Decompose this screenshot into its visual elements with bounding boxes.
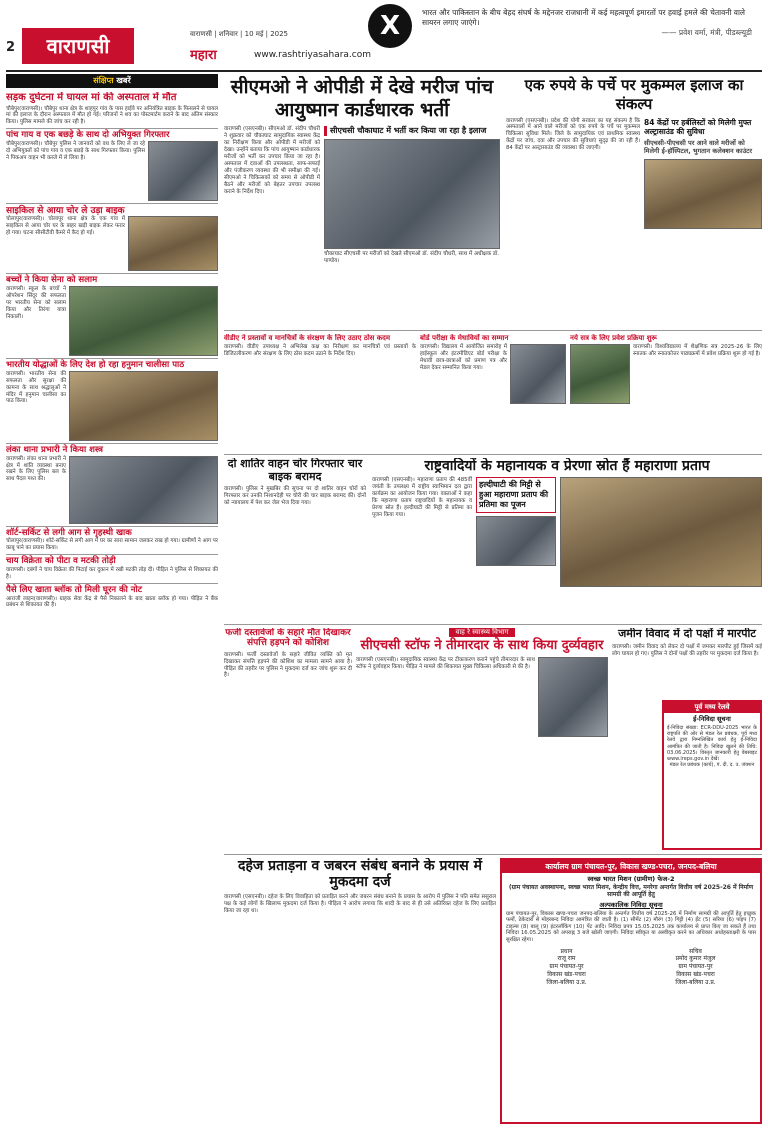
signature-left [546,948,586,987]
tender-subtitle: स्वच्छ भारत मिशन (ग्रामीण) फेज-2 [587,875,675,884]
news-photo [644,159,762,229]
website-link[interactable]: www.rashtriyasahara.com [254,50,372,60]
right-top-story [506,76,762,326]
lead-body: वाराणसी (एसएनबी)। सीएमओ डॉ. संदीप चौधरी ने शुक्रवार को चौकाघाट सामुदायिक स्वास्थ्य केंद्र का निरीक्षण किया और ओपीडी में मरीजों को देखा। उन्होंने बताया कि पांच आयुष्मान कार्डधारक मरीजों को भर्ती कर उपचार किया जा रहा है। अस्पताल में दवाओं की उपलब्धता, साफ-सफाई और पंजीकरण व्यवस्था की भी समीक्षा की गई। सीएमओ ने चिकित्सकों को समय से ओपीडी में बैठने और मरीजों को बेहतर उपचार उपलब्ध कराने के निर्देश दिए। [224,126,320,195]
row3-pull-quote: हल्दीघाटी की मिट्टी से हुआ महाराणा प्रताप की प्रतिमा का पूजन [476,477,556,513]
brief-headline: शॉर्ट-सर्किट से लगी आग से गृहस्थी खाक [6,527,132,538]
sig-name: प्रमोद कुमार मंजुल [675,955,716,963]
brief-body: वाराणसी। दबंगों ने चाय विक्रेता की पिटाई कर दुकान में रखी मटकी तोड़ दी। पीड़ित ने पुलिस से शिकायत की है। [6,566,218,580]
tender-subtitle-2: (ग्राम पंचायत अवस्थापना, स्वच्छ भारत मिशन, केन्द्रीय वित्त, मनरेगा अन्तर्गत वित्तीय वर्ष 2025-26 में निर्माण सामग्री की आपूर्ति हेतु [508,883,754,898]
news-photo [128,216,218,271]
divider [224,854,762,855]
tender-notice [500,858,762,1124]
row4-headline: जमीन विवाद में दो पक्षों में मारपीट [618,628,756,640]
sig-place: ग्राम पंचायत-पुर [549,963,584,971]
news-photo [560,477,762,587]
notice-subtitle: ई-निविदा सूचना [693,714,731,723]
tender-body: ग्राम पंचायत-पुर, विकास खण्ड-पचरा जनपद-बलिया के अन्तर्गत वित्तीय वर्ष 2025-26 में निर्माण सामग्री की आपूर्ति हेतु इच्छुक फर्मों, ठेकेदारों से मोहरबन्द निविदा आमंत्रित की जाती है। (1) सीमेंट (2) मौरंग (3) गिट्टी (4) ईंट (5) सरिया (6) पाइप (7) टाइल्स (8) बालू (9) इंटरलॉकिंग (10) पेंट आदि। निविदा प्रपत्र 15.05.2025 तक कार्यालय से प्राप्त किए जा सकते हैं तथा निविदा 16.05.2025 को अपराह्न 3 बजे खोली जाएगी। निविदा स्वीकृत या अस्वीकृत करने का अधिकार अधोहस्ताक्षरी के पास सुरक्षित रहेगा। [506,910,756,944]
row2-story-1 [224,334,416,452]
lead-headline: सीएमओ ने ओपीडी में देखे मरीज पांच आयुष्मान कार्डधारक भर्ती [230,76,494,122]
brief-headline: बच्चों ने किया सेना को सलाम [6,275,98,286]
sig-name: राजू राम [557,955,576,963]
divider [224,330,762,331]
railway-notice [662,700,762,850]
sig-block: विकास खंड-पचरा [676,971,715,979]
tab-label-1: संक्षिप्त [93,76,114,85]
divider [224,624,762,625]
brief-body: वाराणसी। लंका थाना प्रभारी ने क्षेत्र में शांति व्यवस्था बनाए रखने के लिए पुलिस बल के साथ पैदल गश्त की। [6,455,66,483]
row4-headline: फर्जी दस्तावेजों के सहारे मौत दिखाकर संपत्ति हड़पने को कोशिश [225,628,351,649]
divider [6,358,218,359]
row4-body: वाराणसी (एसएनबी)। सामुदायिक स्वास्थ्य केंद्र पर टीकाकरण कराने पहुंचे तीमारदार के साथ स्टॉफ ने दुर्व्यवहार किया। पीड़ित ने मामले की शिकायत मुख्य चिकित्सा अधिकारी से की है। [356,656,535,670]
lead-story [224,76,500,326]
row5-story [224,858,496,1124]
notice-footer: मंडल रेल प्रबंधक (कार्य), पं. दी. द. उ. जंक्शन [669,762,755,769]
quote-text: भारत और पाकिस्तान के बीच बेहद संघर्ष के मद्देनजर राजधानी में कई महत्वपूर्ण इमारतों पर हवाई हमले की चेतावनी वाले सायरन लगाए जाएंगे। [422,8,745,28]
lead-photo-caption: चौकाघाट सीएचसी पर मरीजों को देखते सीएमओ डॉ. संदीप चौधरी, साथ में अधीक्षक डॉ. पाण्डेय। [324,251,499,265]
brief-headline: सड़क दुर्घटना में घायल मां की अस्पताल में मौत [6,92,177,103]
row3-body: वाराणसी। पुलिस ने मुखबिर की सूचना पर दो शातिर वाहन चोरों को गिरफ्तार कर उनकी निशानदेही पर चोरी की चार बाइक बरामद कीं। दोनों को न्यायालय में पेश कर जेल भेज दिया गया। [224,486,366,507]
page-number: 2 [6,40,16,55]
brief-headline: पांच गाय व एक बछड़े के साथ दो अभियुक्त गिरफ्तार [6,130,170,141]
brief-body: चोलापुर(वाराणसी)। शॉर्ट-सर्किट से लगी आग में घर का सारा सामान जलकर राख हो गया। ग्रामीणों ने आग पर काबू पाने का प्रयास किया। [6,538,218,552]
brief-body: वाराणसी। भारतीय सेना की सफलता और सुरक्षा की कामना के साथ श्रद्धालुओं ने मंदिर में हनुमान चालीसा का पाठ किया। [6,370,66,405]
lead-photo [324,139,500,249]
row2-headline: बोर्ड परीक्षा के मेधावियों का सम्मान [420,334,509,342]
brief-news-tab [6,74,218,88]
sig-dist: जिला-बलिया उ.प्र. [546,978,587,986]
right-top-body: वाराणसी (एसएनबी)। प्रदेश की योगी सरकार का यह संकल्प है कि अस्पतालों में आने वाले मरीजों को एक रुपये के पर्चे पर मुकम्मल चिकित्सा सुविधा मिले। जिले के सामुदायिक एवं प्राथमिक स्वास्थ्य केंद्रों पर जांच, दवा और उपचार की सुविधाएं सुदृढ़ की जा रही हैं। 84 केंद्रों पर अल्ट्रासाउंड की व्यवस्था की जाएगी। [506,117,640,152]
row5-body: वाराणसी (एसएनबी)। दहेज के लिए विवाहिता को प्रताड़ित करने और जबरन संबंध बनाने के प्रयास के आरोप में पुलिस ने पति समेत ससुराल पक्ष के कई लोगों के खिलाफ मुकदमा दर्ज किया है। पीड़िता ने आरोप लगाया कि शादी के बाद से ही उसे अतिरिक्त दहेज के लिए प्रताड़ित किया जा रहा था। [224,894,496,914]
right-top-headline: एक रुपये के पर्चे पर मुकम्मल इलाज का संकल्प [524,76,744,113]
row4-story-1 [224,628,352,850]
dateline: वाराणसी | शनिवार | 10 मई | 2025 [190,30,289,38]
row3-story-1 [224,458,366,620]
row2-story-3 [570,334,762,452]
right-top-box: 84 केंद्रों पर हर्बलिस्टों को मिलेगी मुफ्त अल्ट्रासाउंड की सुविधा [644,117,752,136]
divider [6,203,218,204]
divider [6,443,218,444]
row4-body: वाराणसी। फर्जी दस्तावेजों के सहारे जीवित व्यक्ति को मृत दिखाकर संपत्ति हड़पने की कोशिश का मामला सामने आया है। पीड़ित की तहरीर पर पुलिस ने मुकदमा दर्ज कर जांच शुरू कर दी है। [224,651,352,679]
signature-right [675,948,715,987]
news-photo [69,371,218,441]
quote-attribution: —— प्रवेश वर्मा, मंत्री, पीडब्ल्यूडी [661,28,752,38]
row2-body: वाराणसी। विद्यालय में आयोजित समारोह में हाईस्कूल और इंटरमीडिएट बोर्ड परीक्षा के मेधावी छात्र-छात्राओं को प्रमाण पत्र और मेडल देकर सम्मानित किया गया। [420,344,507,371]
row5-headline: दहेज प्रताड़ना व जबरन संबंध बनाने के प्रयास में मुकदमा दर्ज [238,858,482,891]
news-photo [570,344,630,404]
row4-body: वाराणसी। जमीन विवाद को लेकर दो पक्षों में जमकर मारपीट हुई जिसमें कई लोग घायल हो गए। पुलिस ने दोनों पक्षों की तहरीर पर मुकदमा दर्ज किया है। [612,643,762,657]
sig-title: सचिव [689,947,702,955]
sig-title: प्रधान [560,947,573,955]
tender-subtitle-3: अल्पकालिक निविदा सूचना [599,900,663,909]
row2-story-2 [420,334,566,452]
brief-headline: पैसे लिए खाता ब्लॉक तो मिली घूरन की नोट [6,584,143,595]
quote-box [422,8,752,38]
news-photo [69,286,218,356]
row3-body: वाराणसी (एसएनबी)। महाराणा प्रताप की 485वीं जयंती के उपलक्ष्य में राष्ट्रीय स्वाभिमान दल द्वारा कार्यक्रम का आयोजन किया गया। वक्ताओं ने कहा कि महाराणा प्रताप राष्ट्रवादियों के महानायक व प्रेरणा स्रोत हैं। हल्दीघाटी की मिट्टी से प्रतिमा का पूजन किया गया। [372,477,472,518]
row2-headline: नये सत्र के लिए प्रवेश प्रक्रिया शुरू [570,334,657,342]
brief-body: चौबेपुर(वाराणसी)। चौबेपुर थाना क्षेत्र के शाहपुर गांव के पास हाईवे पर अनियंत्रित बाइक के फिसलने से घायल मां की इलाज के दौरान अस्पताल में मौत हो गई। परिजनों ने शव का पोस्टमार्टम कराने के बाद अंतिम संस्कार किया। पुलिस मामले की जांच कर रही है। [6,105,218,126]
notice-body: ई-निविदा संख्या: ECR-DDU-2025 भारत के राष्ट्रपति की ओर से मंडल रेल प्रबंधक, पूर्व मध्य रेलवे द्वारा निम्नलिखित कार्य हेतु ई-निविदा आमंत्रित की जाती है। निविदा खुलने की तिथि: 03.06.2025। विस्तृत जानकारी हेतु वेबसाइट www.ireps.gov.in देखें। [667,724,757,763]
brief-body: चोलापुर(वाराणसी)। चोलापुर थाना क्षेत्र के एक गांव में साइकिल से आया चोर घर के बाहर खड़ी बाइक लेकर फरार हो गया। घटना सीसीटीवी कैमरे में कैद हो गई। [6,216,125,237]
row2-headline: वीडीए ने प्रस्तावों व मानचित्रों के संरक्षण के लिए उठाए ठोस कदम [224,334,391,342]
divider [6,583,218,584]
masthead-divider [6,70,762,72]
tender-title: कार्यालय ग्राम पंचायत-पुर, विकास खण्ड-पचरा, जनपद-बलिया [502,860,760,873]
news-photo [148,141,218,201]
news-photo [476,516,556,566]
divider [224,454,762,455]
brief-body: चौबेपुर(वाराणसी)। चौबेपुर पुलिस ने जानवरों को वध के लिए ले जा रहे दो अभियुक्तों को पांच गाय व एक बछड़े के साथ गिरफ्तार किया। पुलिस ने पिकअप वाहन भी कब्जे में ले लिया है। [6,140,145,161]
sig-block: विकास खंड-पचरा [547,971,586,979]
x-logo-icon: X [368,4,412,48]
right-top-box-sub: सीएचसी-पीएचसी पर आने वाले मरीजों को मिलेगी ई-हॉस्पिटल, भुगतान कलेक्शन काउंटर [644,139,753,156]
sidebar-column [6,92,218,1122]
brand-logo: महारा [190,48,217,63]
brief-headline: भारतीय योद्धाओं के लिए देश हो रहा हनुमान चालीसा पाठ [6,360,185,371]
row2-body: वाराणसी। विश्वविद्यालय में शैक्षणिक सत्र 2025-26 के लिए स्नातक और स्नातकोत्तर पाठ्यक्रमों में प्रवेश प्रक्रिया शुरू हो गई है। [633,344,762,357]
brief-headline: साइकिल से आया चोर ले उड़ा बाइक [6,205,125,216]
divider [6,526,218,527]
brief-body: वाराणसी। स्कूल के बच्चों ने ऑपरेशन सिंदूर की सफलता पर भारतीय सेना को सलाम किया और तिरंगा यात्रा निकाली। [6,286,66,320]
row3-headline: राष्ट्रवादियों के महानायक व प्रेरणा स्रोत हैं महाराणा प्रताप [424,458,710,474]
news-photo [510,344,566,404]
row4-headline: सीएचसी स्टॉफ ने तीमारदार के साथ किया दुर्व्यवहार [360,637,604,653]
brief-body: आराजी लाइन(वाराणसी)। ग्राहक सेवा केंद्र से पैसे निकालने के बाद खाता ब्लॉक हो गया। पीड़ित ने बैंक प्रबंधन से शिकायत की है। [6,595,218,609]
sig-dist: जिला-बलिया उ.प्र. [675,978,716,986]
lead-pull-quote: सीएचसी चौकाघाट में भर्ती कर किया जा रहा है इलाज [324,126,500,136]
tab-label-2: खबरें [116,76,131,85]
row4-story-2 [356,628,608,850]
row3-headline: दो शातिर वाहन चोर गिरफ्तार चार बाइक बरामद [227,458,363,483]
brief-headline: लंका थाना प्रभारी ने किया शस्त्र [6,444,103,455]
kicker-label: वाह रे स्वास्थ्य विभाग [449,628,514,637]
brief-headline: चाय विक्रेता को पीटा व मटकी तोड़ी [6,556,116,567]
notice-title: पूर्व मध्य रेलवे [664,702,760,713]
sig-place: ग्राम पंचायत-पुर [678,963,713,971]
row2-body: वाराणसी। वीडीए उपाध्यक्ष ने अभिलेख कक्ष का निरीक्षण कर मानचित्रों एवं प्रस्तावों के डिजिटलीकरण और संरक्षण के लिए ठोस कदम उठाने के निर्देश दिए। [224,344,416,357]
row3-story-2 [372,458,762,620]
tender-signatures [502,948,760,987]
news-photo [538,657,608,737]
city-nameplate: वाराणसी [22,28,134,64]
news-photo [69,456,218,524]
